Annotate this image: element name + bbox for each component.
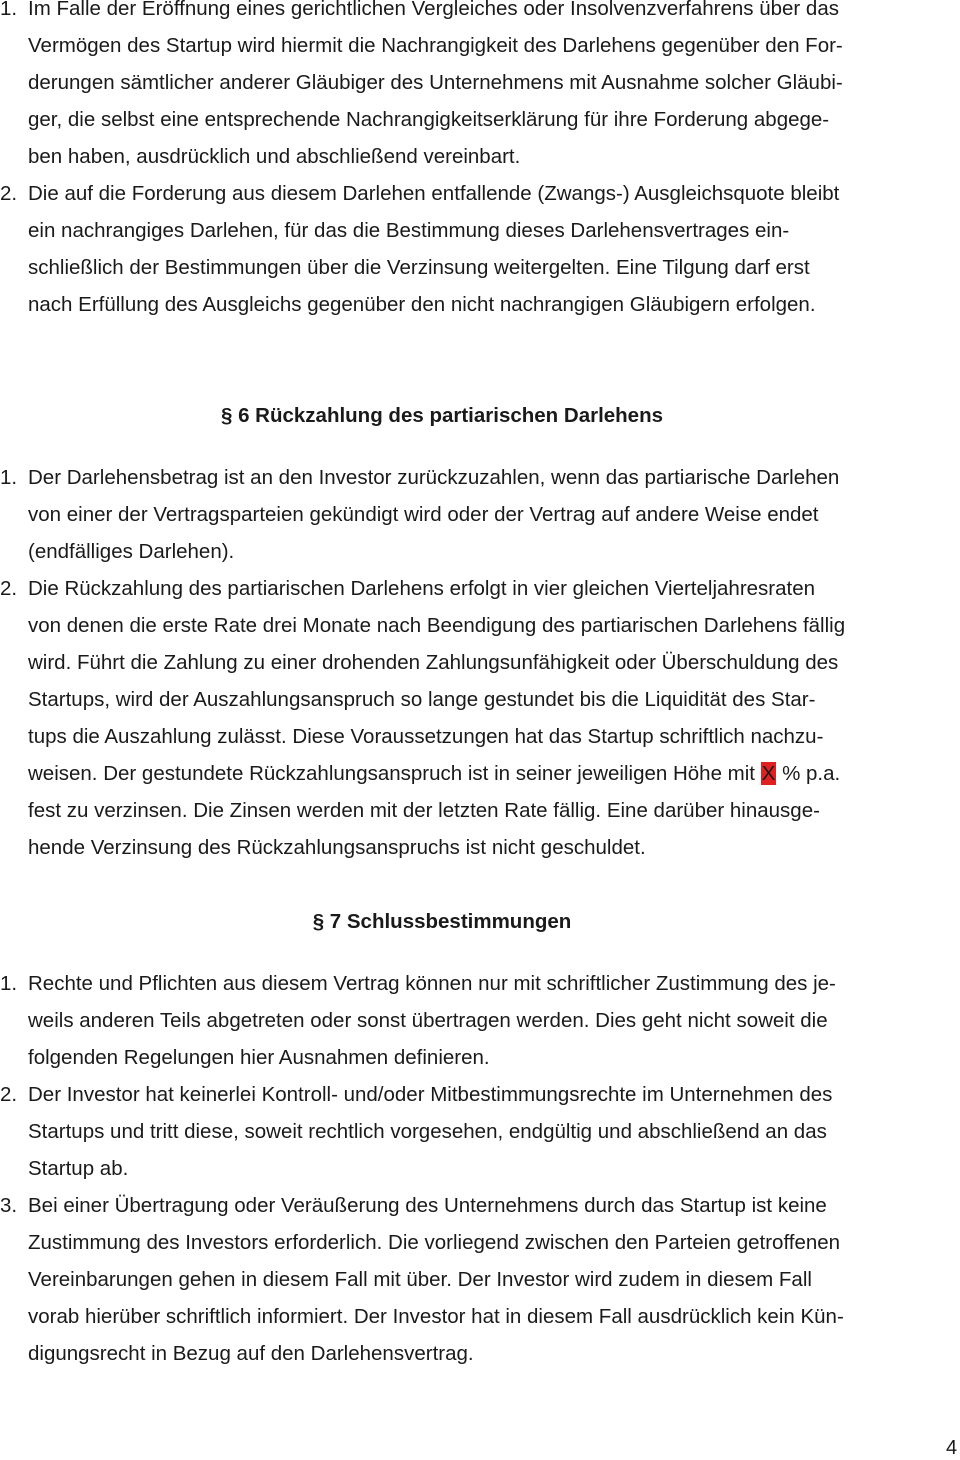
- text-line: weils anderen Teils abgetreten oder sonst übertragen werden. Dies geht nicht soweit die: [28, 1009, 828, 1032]
- text-line: von denen die erste Rate drei Monate nach Beendigung des partiarischen Darlehens fällig: [28, 614, 846, 637]
- text-line: tups die Auszahlung zulässt. Diese Voraussetzungen hat das Startup schriftlich nachzu-: [28, 725, 824, 748]
- text-line: Vereinbarungen gehen in diesem Fall mit über. Der Investor wird zudem in diesem Fall: [28, 1268, 812, 1291]
- paragraph-repayment-installments: [0, 570, 900, 866]
- rate-text-before: weisen. Der gestundete Rückzahlungsanspruch ist in seiner jeweiligen Höhe mit: [28, 762, 761, 785]
- item-number: 2.: [0, 1083, 18, 1106]
- paragraph-subordination: [0, 0, 900, 175]
- text-line: wird. Führt die Zahlung zu einer drohenden Zahlungsunfähigkeit oder Überschuldung des: [28, 651, 839, 674]
- text-line: Vermögen des Startup wird hiermit die Nachrangigkeit des Darlehens gegenüber den For-: [28, 34, 843, 57]
- text-line: ger, die selbst eine entsprechende Nachrangigkeitserklärung für ihre Forderung abgege-: [28, 108, 830, 131]
- paragraph-assignment: [0, 965, 900, 1076]
- text-line: von einer der Vertragsparteien gekündigt wird oder der Vertrag auf andere Weise endet: [28, 503, 819, 526]
- item-number: 1.: [0, 466, 18, 489]
- rate-text-after: % p.a.: [776, 762, 841, 785]
- text-line: digungsrecht in Bezug auf den Darlehensvertrag.: [28, 1342, 474, 1365]
- item-number: 3.: [0, 1194, 18, 1217]
- text-line: Im Falle der Eröffnung eines gerichtlichen Vergleiches oder Insolvenzverfahrens über das: [28, 0, 839, 20]
- text-line: (endfälliges Darlehen).: [28, 540, 235, 563]
- text-line: Der Darlehensbetrag ist an den Investor zurückzuzahlen, wenn das partiarische Darlehen: [28, 466, 840, 489]
- section-heading-final-provisions: § 7 Schlussbestimmungen: [312, 910, 572, 933]
- item-number: 1.: [0, 972, 18, 995]
- text-line: Startups und tritt diese, soweit rechtlich vorgesehen, endgültig und abschließend an das: [28, 1120, 827, 1143]
- text-line: ben haben, ausdrücklich und abschließend vereinbart.: [28, 145, 521, 168]
- text-line: Rechte und Pflichten aus diesem Vertrag können nur mit schriftlicher Zustimmung des je-: [28, 972, 836, 995]
- text-line: vorab hierüber schriftlich informiert. Der Investor hat in diesem Fall ausdrücklich kein Kün-: [28, 1305, 844, 1328]
- text-line: Zustimmung des Investors erforderlich. Die vorliegend zwischen den Parteien getroffenen: [28, 1231, 841, 1254]
- text-line: Die Rückzahlung des partiarischen Darlehens erfolgt in vier gleichen Vierteljahresraten: [28, 577, 816, 600]
- text-line: Bei einer Übertragung oder Veräußerung des Unternehmens durch das Startup ist keine: [28, 1194, 827, 1217]
- page-number: 4: [946, 1437, 958, 1459]
- interest-rate-line: [28, 755, 900, 792]
- paragraph-settlement-quota: [0, 175, 900, 323]
- section-heading-repayment: § 6 Rückzahlung des partiarischen Darlehens: [220, 404, 664, 427]
- text-line: schließlich der Bestimmungen über die Verzinsung weitergelten. Eine Tilgung darf erst: [28, 256, 810, 279]
- item-number: 2.: [0, 577, 18, 600]
- text-line: fest zu verzinsen. Die Zinsen werden mit der letzten Rate fällig. Eine darüber hinausge-: [28, 799, 820, 822]
- text-line: Der Investor hat keinerlei Kontroll- und/oder Mitbestimmungsrechte im Unternehmen des: [28, 1083, 833, 1106]
- text-line: hende Verzinsung des Rückzahlungsanspruchs ist nicht geschuldet.: [28, 836, 646, 859]
- interest-rate-placeholder: X: [761, 762, 776, 785]
- item-number: 1.: [0, 0, 18, 20]
- text-line: Startups, wird der Auszahlungsanspruch so lange gestundet bis die Liquidität des Star-: [28, 688, 816, 711]
- text-line: derungen sämtlicher anderer Gläubiger des Unternehmens mit Ausnahme solcher Gläubi-: [28, 71, 843, 94]
- paragraph-transfer-of-company: [0, 1187, 900, 1372]
- text-line: ein nachrangiges Darlehen, für das die Bestimmung dieses Darlehensvertrages ein-: [28, 219, 790, 242]
- paragraph-control-rights: [0, 1076, 900, 1187]
- text-line: folgenden Regelungen hier Ausnahmen definieren.: [28, 1046, 490, 1069]
- text-line: Startup ab.: [28, 1157, 129, 1180]
- item-number: 2.: [0, 182, 18, 205]
- text-line: nach Erfüllung des Ausgleichs gegenüber den nicht nachrangigen Gläubigern erfolgen.: [28, 293, 816, 316]
- paragraph-repayment-due: [0, 459, 900, 570]
- text-line: Die auf die Forderung aus diesem Darlehen entfallende (Zwangs-) Ausgleichsquote bleibt: [28, 182, 840, 205]
